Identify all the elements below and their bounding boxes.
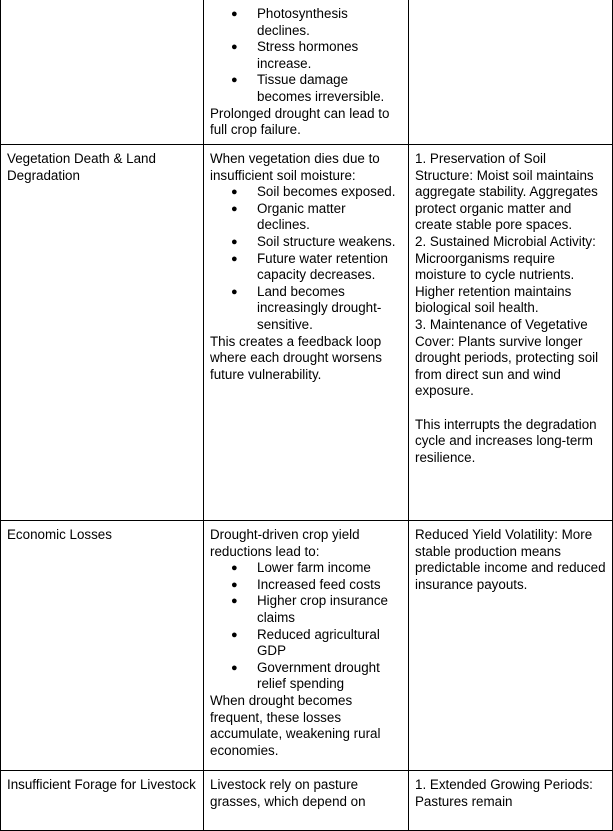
paragraph-gap [415,400,606,417]
benefit-paragraph: 1. Extended Growing Periods: Pastures remain [415,777,593,809]
list-item: ● Organic matter declines. [257,201,402,234]
impact-bullet-list [210,6,402,106]
impact-outro: When drought becomes frequent, these losses accumulate, weakening rural economies. [210,692,381,758]
list-item: ● Higher crop insurance claims [257,593,402,626]
impact-cell [204,771,409,831]
list-item: ● Reduced agricultural GDP [257,627,402,660]
benefit-closing: This interrupts the degradation cycle and increases long-term resilience. [415,416,597,465]
list-item: ● Land becomes increasingly drought-sensitive. [257,284,402,334]
impact-cell [204,145,409,521]
benefit-cell [409,521,613,771]
table-row [1,0,613,145]
list-item: ● Stress hormones increase. [257,39,402,72]
list-item: ● Tissue damage becomes irreversible. [257,72,402,105]
benefit-cell [409,145,613,521]
impact-outro: This creates a feedback loop where each drought worsens future vulnerability. [210,333,382,382]
impact-cell [204,521,409,771]
impact-intro: When vegetation dies due to insufficient soil moisture: [210,151,380,183]
row-label-cell: Insufficient Forage for Livestock [1,771,204,831]
benefit-cell [409,0,613,145]
list-item: ● Photosynthesis declines. [257,6,402,39]
table-row [1,521,613,771]
list-item: ● Soil becomes exposed. [257,184,402,201]
list-item: ● Lower farm income [257,560,402,577]
benefit-paragraph: 3. Maintenance of Vegetative Cover: Plants survive longer drought periods, protecting soil from direct sun and wind exposure. [415,316,599,399]
table-row [1,145,613,521]
impact-intro: Livestock rely on pasture grasses, which depend on [210,777,366,809]
list-item: ● Government drought relief spending [257,660,402,693]
impact-bullet-list [210,184,402,333]
row-label-cell [1,0,204,145]
benefit-paragraph: 2. Sustained Microbial Activity: Microorganisms require moisture to cycle nutrients. Higher retention maintains biological soil health. [415,233,596,316]
list-item: ● Increased feed costs [257,577,402,594]
impact-bullet-list [210,560,402,693]
list-item: ● Future water retention capacity decreases. [257,251,402,284]
benefit-paragraph: 1. Preservation of Soil Structure: Moist soil maintains aggregate stability. Aggregates protect organic matter and create stable pore spaces. [415,151,598,233]
impact-cell [204,0,409,145]
table-row [1,771,613,831]
impact-intro: Drought-driven crop yield reductions lead to: [210,527,360,559]
row-label-cell: Vegetation Death & Land Degradation [1,145,204,521]
list-item: ● Soil structure weakens. [257,234,402,251]
impact-outro: Prolonged drought can lead to full crop failure. [210,105,390,138]
row-label-cell: Economic Losses [1,521,204,771]
benefit-paragraph: Reduced Yield Volatility: More stable production means predictable income and reduced insurance payouts. [415,527,606,592]
benefit-cell [409,771,613,831]
